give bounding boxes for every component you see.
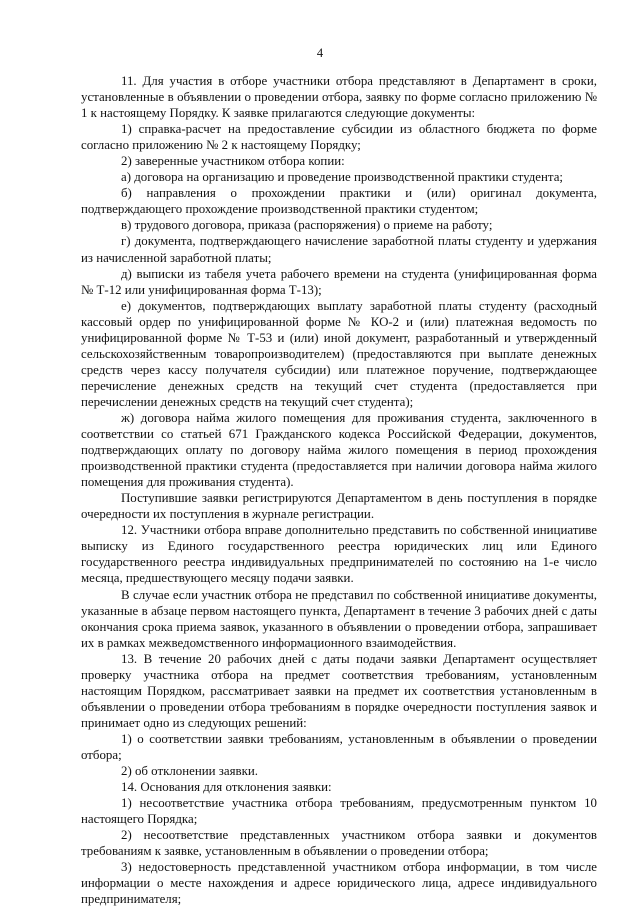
paragraph: 2) об отклонении заявки. xyxy=(121,764,258,779)
paragraph: 12. Участники отбора вправе дополнительно представить по собственной инициативе выписку из Единого государственного реестра юридических лиц или Единого государственного реестра индивидуальных предпринимателей по состоянию на 1-е число месяца, предшествующего месяцу подачи заявки. xyxy=(81,523,597,586)
paragraph: 2) заверенные участником отбора копии: xyxy=(121,154,345,169)
paragraph: 1) несоответствие участника отбора требованиям, предусмотренным пунктом 10 настоящего Порядка; xyxy=(81,796,597,827)
paragraph: 13. В течение 20 рабочих дней с даты подачи заявки Департамент осуществляет проверку участника отбора на предмет соответствия требованиям, установленным настоящим Порядком, рассматривает заявки на предмет их соответствия установленным в объявлении о проведении отбора требованиям в порядке очередности поступления заявок и принимает одно из следующих решений: xyxy=(81,651,597,730)
page-number: 4 xyxy=(316,46,324,60)
paragraph: ж) договора найма жилого помещения для проживания студента, заключенного в соответствии со статьей 671 Гражданского кодекса Российской Федерации, документов, подтверждающих оплату по договору найма жилого помещения в период прохождения производственной практики студента (предоставляется при наличии договора найма жилого помещения для проживания студента). xyxy=(81,410,597,490)
paragraph: 2) несоответствие представленных участником отбора заявки и документов требованиям к заявке, установленным в объявлении о проведении отбора; xyxy=(81,828,597,859)
paragraph: Поступившие заявки регистрируются Департаментом в день поступления в порядке очередности их поступления в журнале регистрации. xyxy=(81,491,597,522)
document-body xyxy=(81,73,597,907)
paragraph: 14. Основания для отклонения заявки: xyxy=(121,780,332,795)
paragraph: е) документов, подтверждающих выплату заработной платы студенту (расходный кассовый ордер по унифицированной форме № КО-2 и (или) платежная ведомость по унифицированной форме № Т-53 и (или) иной документ, разработанный и утвержденный сельскохозяйственным товаропроизводителем) (предоставляются при выплате денежных средств через кассу получателя субсидии) или платежное поручение, подтверждающее перечисление денежных средств на текущий счет студента (предоставляется при перечислении денежных средств на текущий счет студента); xyxy=(81,298,597,409)
paragraph: 1) о соответствии заявки требованиям, установленным в объявлении о проведении отбора; xyxy=(81,731,597,762)
paragraph: в) трудового договора, приказа (распоряжения) о приеме на работу; xyxy=(121,218,493,233)
paragraph: 1) справка-расчет на предоставление субсидии из областного бюджета по форме согласно приложению № 2 к настоящему Порядку; xyxy=(81,122,597,153)
paragraph: В случае если участник отбора не представил по собственной инициативе документы, указанные в абзаце первом настоящего пункта, Департамент в течение 3 рабочих дней с даты окончания срока приема заявок, указанного в объявлении о проведении отбора, запрашивает их в рамках межведомственного информационного взаимодействия. xyxy=(81,587,597,650)
paragraph: 11. Для участия в отборе участники отбора представляют в Департамент в сроки, установленные в объявлении о проведении отбора, заявку по форме согласно приложению № 1 к настоящему Порядку. К заявке прилагаются следующие документы: xyxy=(81,74,597,121)
paragraph: 3) недостоверность представленной участником отбора информации, в том числе информации о месте нахождения и адресе юридического лица, адресе индивидуального предпринимателя; xyxy=(81,860,597,907)
paragraph: а) договора на организацию и проведение производственной практики студента; xyxy=(121,170,564,185)
paragraph: б) направления о прохождении практики и (или) оригинал документа, подтверждающего прохождение производственной практики студентом; xyxy=(81,186,597,217)
paragraph: д) выписки из табеля учета рабочего времени на студента (унифицированная форма № Т-12 или унифицированная форма Т-13); xyxy=(81,266,597,297)
paragraph: г) документа, подтверждающего начисление заработной платы студенту и удержания из начисленной заработной платы; xyxy=(81,234,597,265)
